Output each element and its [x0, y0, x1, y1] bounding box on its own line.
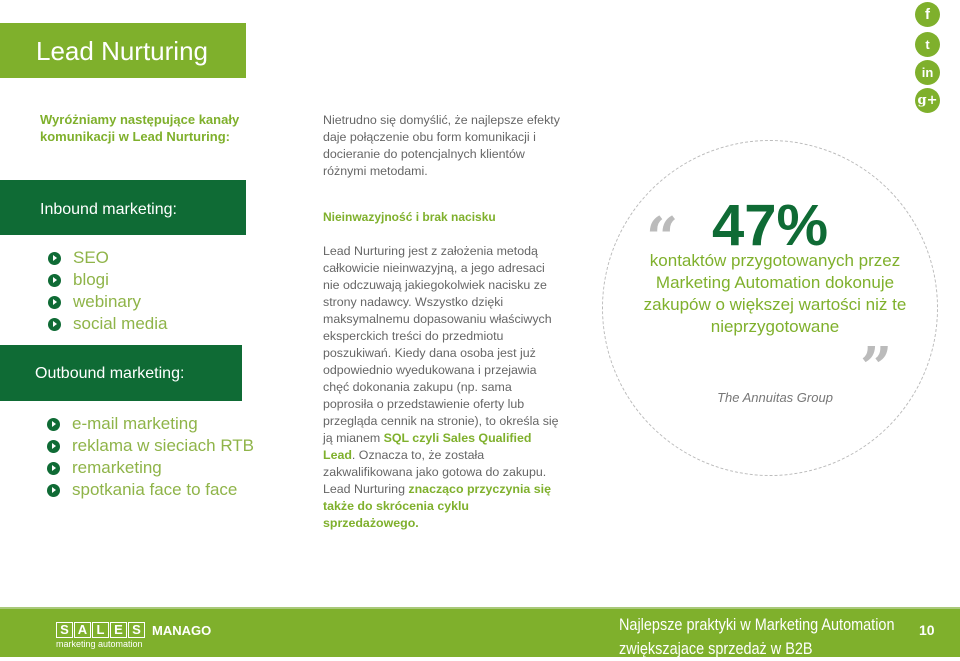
salesmanago-logo	[56, 622, 211, 638]
linkedin-icon[interactable]: in	[915, 60, 940, 85]
outbound-header: Outbound marketing:	[0, 345, 242, 401]
inbound-list	[48, 247, 168, 335]
stat-text: kontaktów przygotowanych przez Marketing Automation dokonuje zakupów o większej wartości niż te nieprzygotowane	[643, 251, 907, 336]
list-item	[47, 435, 254, 457]
outbound-list	[47, 413, 254, 501]
footer-line: Najlepsze praktyki w Marketing Automation	[619, 615, 895, 634]
play-bullet-icon	[47, 440, 60, 453]
play-bullet-icon	[48, 274, 61, 287]
list-item	[48, 247, 168, 269]
open-quote-icon: “	[646, 205, 679, 271]
logo-letter: E	[110, 622, 127, 638]
logo-letter: S	[56, 622, 73, 638]
twitter-icon[interactable]: t	[915, 32, 940, 57]
list-item	[48, 291, 168, 313]
body-bold: SQL czyli Sales Qualified Lead	[323, 431, 532, 462]
inbound-header: Inbound marketing:	[0, 180, 246, 235]
intro-text: Wyróżniamy następujące kanały komunikacji w Lead Nurturing:	[40, 112, 240, 144]
logo-word: MANAGO	[152, 622, 212, 638]
list-item-label: e-mail marketing	[72, 414, 198, 433]
close-quote-icon: ”	[860, 335, 893, 401]
logo-letter: L	[92, 622, 109, 638]
page-number: 10	[919, 622, 935, 638]
list-item	[47, 479, 254, 501]
list-item-label: webinary	[73, 292, 142, 311]
column-intro: Nietrudno się domyślić, że najlepsze efekty daje połączenie obu form komunikacji i docieranie do potencjalnych klientów różnymi metodami.	[323, 113, 560, 178]
play-bullet-icon	[47, 418, 60, 431]
logo-letter: A	[74, 622, 91, 638]
list-item	[47, 413, 254, 435]
footer-title	[619, 613, 894, 661]
body-part: Lead Nurturing jest z założenia metodą całkowicie nieinwazyjną, a jego adresaci nie odczuwają jakiegokolwiek nacisku ze strony nadawcy. Wszystko dzięki maksymalnemu dopasowaniu właściwych eksperckich treści do przedmiotu poszukiwań. Kiedy dana osoba jest już odpowiednio wyedukowana i przejawia chęć dokonania zakupu (np. sama poprosiła o przedstawienie oferty lub przegląda cennik na stronie), to określa się ją mianem	[323, 244, 559, 445]
list-item-label: reklama w sieciach RTB	[72, 436, 255, 455]
list-item-label: blogi	[73, 270, 109, 289]
play-bullet-icon	[48, 296, 61, 309]
list-item	[47, 457, 254, 479]
list-item-label: remarketing	[72, 458, 162, 477]
footer-line: zwiększajace sprzedaż w B2B	[619, 639, 813, 658]
list-item-label: SEO	[73, 248, 109, 267]
page-title: Lead Nurturing	[0, 23, 246, 78]
play-bullet-icon	[47, 484, 60, 497]
body-part: . Oznacza to, że została zakwalifikowana jako gotowa do zakupu. Lead Nurturing	[323, 448, 547, 496]
body-text	[323, 243, 563, 532]
body-bold: znacząco przyczynia się także do skrócenia cyklu sprzedażowego.	[323, 482, 551, 530]
list-item-label: social media	[73, 314, 168, 333]
stat-source: The Annuitas Group	[717, 390, 833, 405]
section-heading: Nieinwazyjność i brak nacisku	[323, 210, 496, 224]
play-bullet-icon	[48, 318, 61, 331]
logo-letter: S	[128, 622, 145, 638]
play-bullet-icon	[47, 462, 60, 475]
stat-value: 47%	[712, 193, 829, 258]
facebook-icon[interactable]: f	[915, 2, 940, 27]
logo-tagline: marketing automation	[56, 639, 143, 649]
google-plus-icon[interactable]: g+	[915, 88, 940, 113]
list-item-label: spotkania face to face	[72, 480, 238, 499]
list-item	[48, 269, 168, 291]
play-bullet-icon	[48, 252, 61, 265]
list-item	[48, 313, 168, 335]
